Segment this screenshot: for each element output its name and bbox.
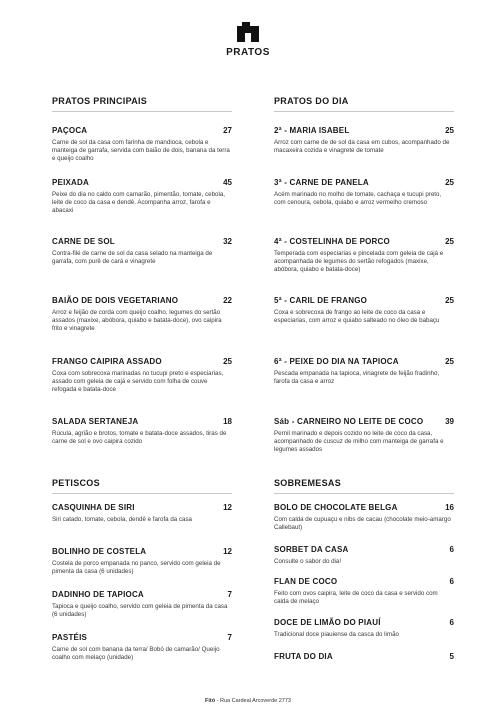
- menu-item: [52, 126, 232, 164]
- section-divider: [274, 111, 454, 112]
- item-description: Coxa com sobrecoxa marinadas no tucupi preto e especiarias, assado com geleia de cajá e servido com folha de couve refogada e batata-doce: [52, 370, 224, 394]
- item-price: 7: [227, 633, 232, 642]
- section-title-pratos-do-dia: PRATOS DO DIA: [274, 96, 349, 106]
- item-price: 7: [227, 590, 232, 599]
- menu-item: [52, 357, 232, 395]
- item-description: Tradicional doce piauiense da casca do limão: [274, 631, 399, 638]
- item-price: 25: [445, 178, 454, 187]
- restaurant-logo-icon: [237, 22, 259, 42]
- item-name: CARNE DE SOL: [52, 237, 115, 246]
- menu-item: [274, 357, 454, 386]
- item-description: Com calda de cupuaçu e nibs de cacau (chocolate meio-amargo Callebaut): [274, 516, 451, 532]
- item-name: SORBET DA CASA: [274, 545, 349, 554]
- item-price: 22: [223, 296, 232, 305]
- section-divider: [52, 493, 232, 494]
- menu-item: [274, 577, 454, 606]
- item-name: 2ª - MARIA ISABEL: [274, 126, 350, 135]
- item-name: 5ª - CARIL DE FRANGO: [274, 296, 368, 305]
- item-name: CASQUINHA DE SIRI: [52, 503, 135, 512]
- item-price: 25: [445, 357, 454, 366]
- item-description: Feito com ovos caipira, leite de coco da casa e servido com calda de melaço: [274, 590, 438, 606]
- footer-brand: Fitó: [205, 698, 216, 704]
- menu-item: [274, 237, 454, 275]
- item-description: Coxa e sobrecoxa de frango ao leite de coco da casa e especiarias, com arroz e quiabo salteado no óleo de babaçu: [274, 309, 440, 325]
- item-description: Pescada empanada na tapioca, vinagrete de feijão fradinho, farofa da casa e arroz: [274, 370, 440, 386]
- item-description: Peixe do dia no caldo com camarão, pimentão, tomate, cebola, leite de coco da casa e dendê. Acompanha arroz, farofa e abacaxi: [52, 191, 226, 215]
- menu-item: [52, 590, 232, 619]
- menu-item: [52, 503, 232, 524]
- item-name: DOCE DE LIMÃO DO PIAUÍ: [274, 618, 381, 627]
- item-price: 39: [445, 417, 454, 426]
- menu-item: [274, 652, 454, 663]
- menu-item: [274, 618, 454, 639]
- item-description: Carne de sol com banana da terra/ Bobó de camarão/ Queijo coalho com melaço (unidade): [52, 646, 220, 662]
- page-title: PRATOS: [226, 47, 270, 58]
- item-name: BOLO DE CHOCOLATE BELGA: [274, 503, 398, 512]
- item-price: 25: [445, 296, 454, 305]
- menu-item: [52, 178, 232, 216]
- item-name: PASTÉIS: [52, 633, 88, 642]
- item-price: 6: [449, 577, 454, 586]
- item-name: 6ª - PEIXE DO DIA NA TAPIOCA: [274, 357, 399, 366]
- item-price: 6: [449, 618, 454, 627]
- item-description: Carne de sol da casa com farinha de mandioca, cebola e manteiga de garrafa, servida com baião de dois, banana da terra e queijo coalho: [52, 139, 230, 163]
- section-title-petiscos: PETISCOS: [52, 478, 100, 488]
- menu-item: [52, 237, 232, 266]
- menu-item: [52, 547, 232, 576]
- item-description: Siri catado, tomate, cebola, dendê e farofa da casa: [52, 516, 192, 523]
- menu-item: [274, 417, 454, 455]
- item-name: PEIXADA: [52, 178, 89, 187]
- item-description: Costela de porco empanada no panco, servido com geleia de pimenta da casa (6 unidades): [52, 560, 221, 576]
- menu-item: [52, 633, 232, 662]
- item-name: SALADA SERTANEJA: [52, 417, 139, 426]
- section-title-sobremesas: SOBREMESAS: [274, 478, 342, 488]
- item-price: 25: [223, 357, 232, 366]
- menu-item: [274, 126, 454, 155]
- item-price: 16: [445, 503, 454, 512]
- item-price: 5: [449, 652, 454, 661]
- item-description: Contra-filé de carne de sol da casa selado na manteiga de garrafa, com purê de cará e vinagrete: [52, 250, 213, 266]
- item-name: DADINHO DE TAPIOCA: [52, 590, 144, 599]
- item-name: 4ª - COSTELINHA DE PORCO: [274, 237, 390, 246]
- item-name: FRANGO CAIPIRA ASSADO: [52, 357, 162, 366]
- item-name: 3ª - CARNE DE PANELA: [274, 178, 369, 187]
- footer-address: - Rua Cardeal Arcoverde 2773: [215, 698, 291, 704]
- item-description: Tapioca e queijo coalho, servido com geleia de pimenta da casa (6 unidades): [52, 603, 228, 619]
- menu-item: [52, 296, 232, 334]
- item-name: PAÇOCA: [52, 126, 88, 135]
- item-description: Temperada com especiarias e pincelada com geleia de cajá e acompanhada de legumes do sertão refogados (maxixe, abóbora, quiabo e batata-doce): [274, 250, 444, 274]
- menu-item: [274, 503, 454, 532]
- item-price: 6: [449, 545, 454, 554]
- item-price: 25: [445, 126, 454, 135]
- footer: [0, 698, 496, 704]
- item-price: 32: [223, 237, 232, 246]
- item-name: Sáb - CARNEIRO NO LEITE DE COCO: [274, 417, 424, 426]
- item-description: Acém marinado no molho de tomate, cachaça e tucupi preto, com cenoura, cebola, quiabo e arroz vermelho cremoso: [274, 191, 442, 207]
- item-price: 25: [445, 237, 454, 246]
- item-name: FRUTA DO DIA: [274, 652, 333, 661]
- menu-item: [274, 178, 454, 207]
- item-price: 18: [223, 417, 232, 426]
- menu-item: [274, 545, 454, 566]
- item-description: Rúcula, agrião e brotos, tomate e batata-doce assados, tiras de carne de sol e ovo caipira cozido: [52, 430, 227, 446]
- item-price: 45: [223, 178, 232, 187]
- section-divider: [274, 493, 454, 494]
- section-title-pratos-principais: PRATOS PRINCIPAIS: [52, 96, 148, 106]
- item-name: BAIÃO DE DOIS VEGETARIANO: [52, 296, 179, 305]
- menu-item: [52, 417, 232, 446]
- item-name: BOLINHO DE COSTELA: [52, 547, 147, 556]
- item-description: Arroz com carne de de sol da casa em cubos, acompanhado de macaxeira cozida e vinagrete de tomate: [274, 139, 450, 155]
- item-price: 27: [223, 126, 232, 135]
- item-description: Arroz e feijão de corda com queijo coalho, legumes do sertão assados (maxixe, abóbora, quiabo e batata-doce), ovo caipira frito e vinagrete: [52, 309, 222, 333]
- item-price: 12: [223, 503, 232, 512]
- section-divider: [52, 111, 232, 112]
- menu-item: [274, 296, 454, 325]
- item-description: Pernil marinado e depois cozido no leite de coco da casa, acompanhado de cuscuz de milho com manteiga de garrafa e legumes assados: [274, 430, 444, 454]
- item-name: FLAN DE COCO: [274, 577, 338, 586]
- item-price: 12: [223, 547, 232, 556]
- item-description: Consulte o sabor do dia!: [274, 558, 342, 565]
